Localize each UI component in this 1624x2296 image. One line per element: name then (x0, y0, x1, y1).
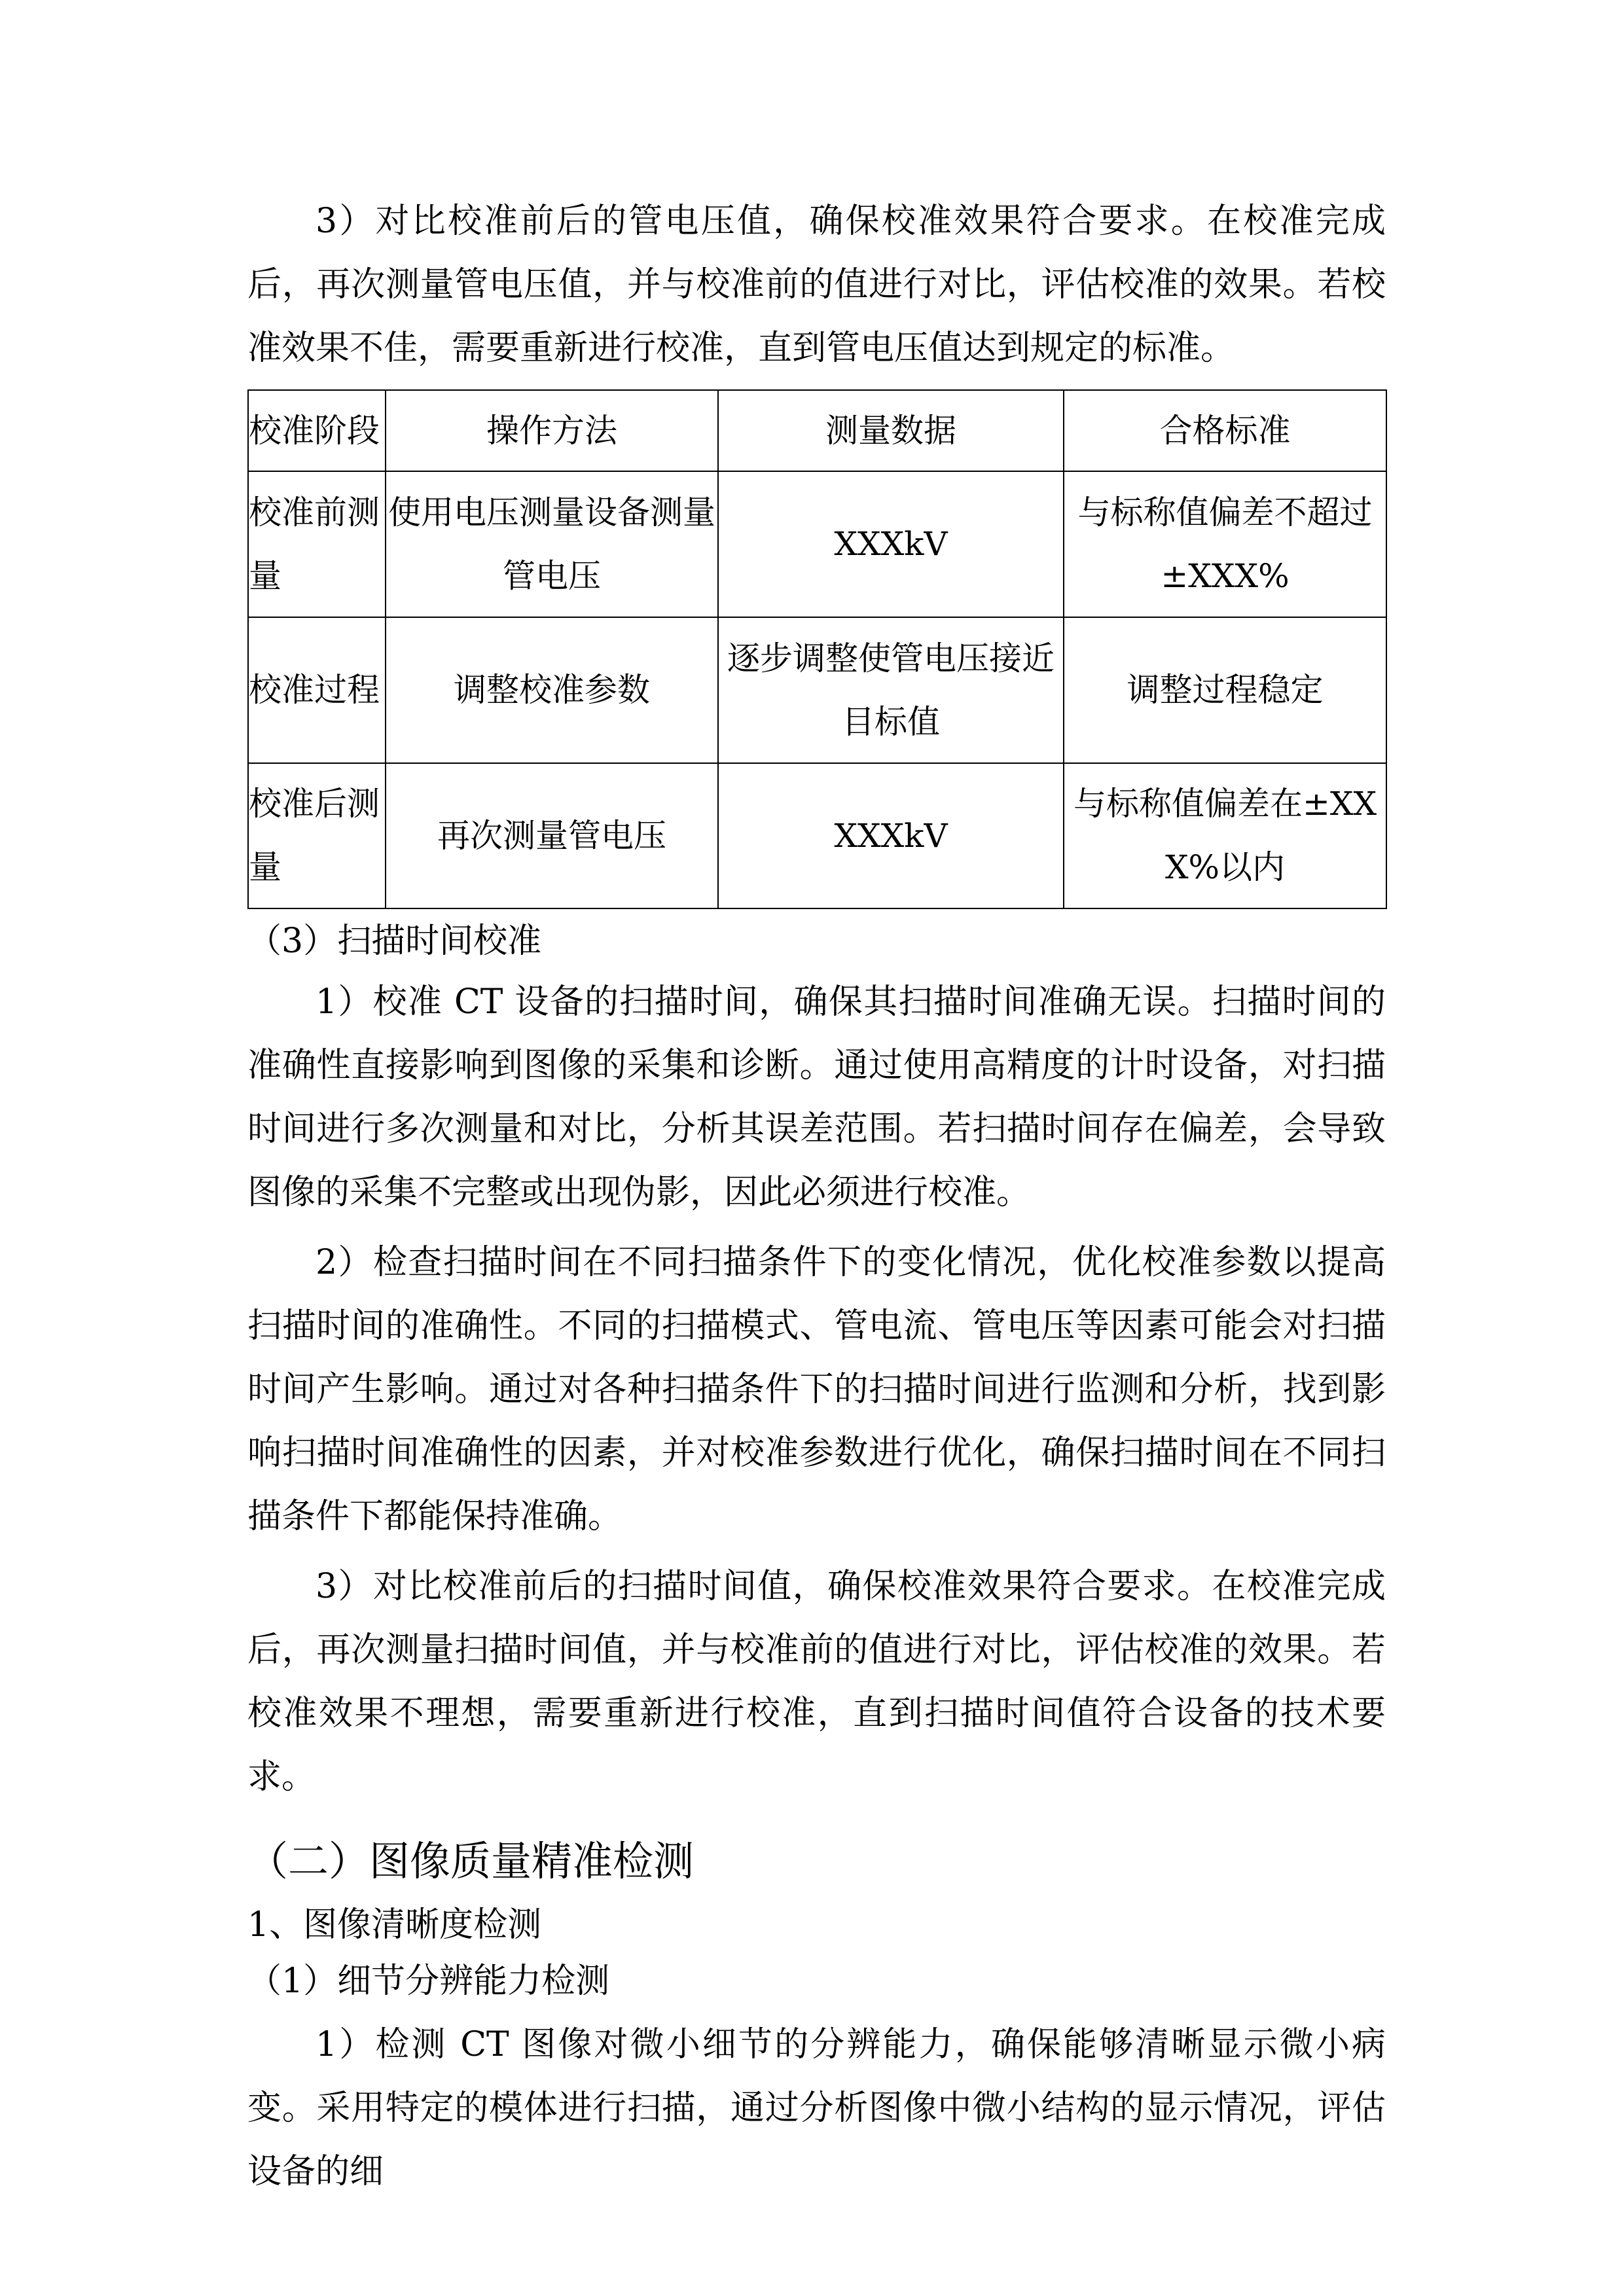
table-cell: 使用电压测量设备测量管电压 (386, 471, 718, 617)
table-cell: 逐步调整使管电压接近目标值 (718, 617, 1064, 763)
table-cell: 调整过程稳定 (1064, 617, 1386, 763)
table-cell: 调整校准参数 (386, 617, 718, 763)
heading-clarity: 1、图像清晰度检测 (247, 1905, 542, 1945)
paragraph-scan-2: 2）检查扫描时间在不同扫描条件下的变化情况，优化校准参数以提高扫描时间的准确性。不同的扫描模式、管电流、管电压等因素可能会对扫描时间产生影响。通过对各种扫描条件下的扫描时间进行监测和分析，找到影响扫描时间准确性的因素，并对校准参数进行优化，确保扫描时间在不同扫描条件下都能保持准确。 (247, 1243, 1386, 1536)
table-cell: 再次测量管电压 (386, 763, 718, 908)
table-cell: 校准前测量 (248, 471, 386, 617)
paragraph-voltage-compare: 3）对比校准前后的管电压值，确保校准效果符合要求。在校准完成后，再次测量管电压值，并与校准前的值进行对比，评估校准的效果。若校准效果不佳，需要重新进行校准，直到管电压值达到规定的标准。 (247, 202, 1386, 368)
table-row (248, 617, 1386, 763)
table-cell: 与标称值偏差在±XXX%以内 (1064, 763, 1386, 908)
table-cell: 校准过程 (248, 617, 386, 763)
paragraph-scan-1: 1）校准 CT 设备的扫描时间，确保其扫描时间准确无误。扫描时间的准确性直接影响到图像的采集和诊断。通过使用高精度的计时设备，对扫描时间进行多次测量和对比，分析其误差范围。若扫描时间存在偏差，会导致图像的采集不完整或出现伪影，因此必须进行校准。 (247, 982, 1386, 1212)
table-cell: 与标称值偏差不超过±XXX% (1064, 471, 1386, 617)
table-header: 校准阶段 (248, 390, 386, 471)
table-cell: 校准后测量 (248, 763, 386, 908)
heading-detail-resolution: （1）细节分辨能力检测 (247, 1962, 610, 2001)
table-row (248, 763, 1386, 908)
table-header: 操作方法 (386, 390, 718, 471)
document-page (247, 0, 1386, 2204)
table-cell: XXXkV (718, 763, 1064, 908)
table-row (248, 471, 1386, 617)
calibration-table (247, 389, 1387, 909)
heading-image-quality: （二）图像质量精准检测 (247, 1837, 695, 1885)
section-heading-scan-time: （3）扫描时间校准 (247, 922, 542, 961)
paragraph-detail-1: 1）检测 CT 图像对微小细节的分辨能力，确保能够清晰显示微小病变。采用特定的模体进行扫描，通过分析图像中微小结构的显示情况，评估设备的细 (247, 2025, 1386, 2191)
paragraph-scan-3: 3）对比校准前后的扫描时间值，确保校准效果符合要求。在校准完成后，再次测量扫描时间值，并与校准前的值进行对比，评估校准的效果。若校准效果不理想，需要重新进行校准，直到扫描时间值符合设备的技术要求。 (247, 1567, 1386, 1797)
table-header-row (248, 390, 1386, 471)
table-header: 合格标准 (1064, 390, 1386, 471)
table-cell: XXXkV (718, 471, 1064, 617)
table-header: 测量数据 (718, 390, 1064, 471)
